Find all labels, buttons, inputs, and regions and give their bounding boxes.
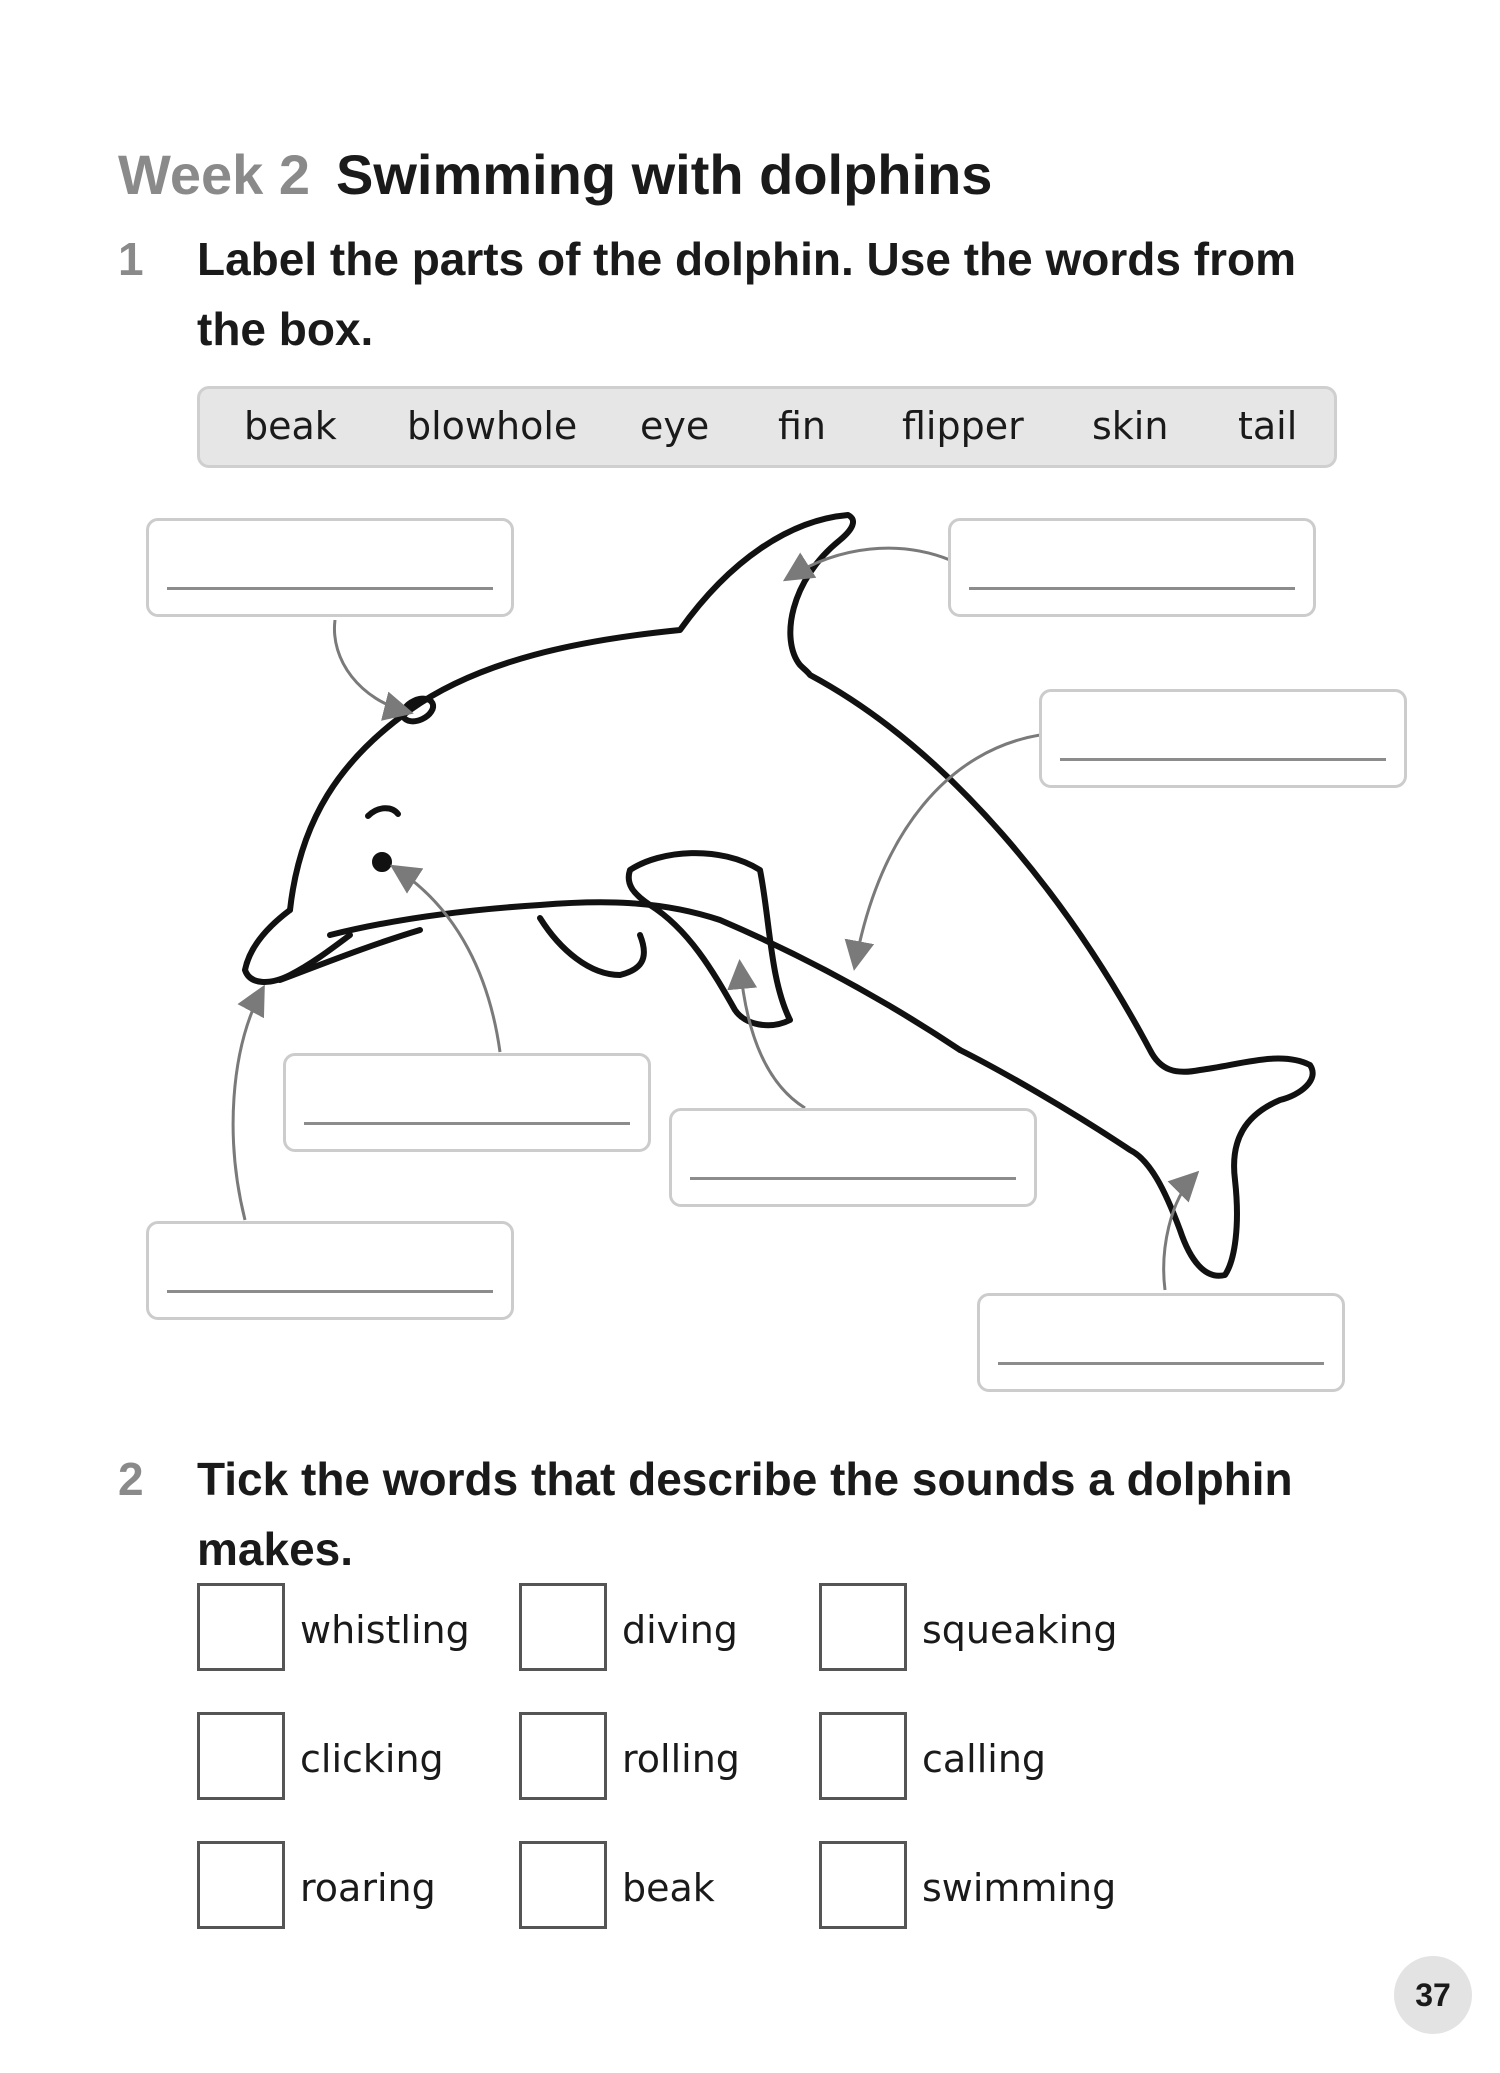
tick-box-rolling[interactable] [519, 1712, 607, 1800]
tick-box-roaring[interactable] [197, 1841, 285, 1929]
question-2-number: 2 [118, 1453, 144, 1505]
option-label: whistling [300, 1608, 470, 1652]
word-bank-item: eye [640, 404, 710, 448]
label-answer-box-flipper[interactable] [669, 1108, 1037, 1207]
pointer-arrow [395, 868, 500, 1052]
page-title: Swimming with dolphins [336, 143, 993, 206]
question-1-number: 1 [118, 233, 144, 285]
word-bank-item: flipper [902, 404, 1024, 448]
tick-box-clicking[interactable] [197, 1712, 285, 1800]
tick-box-diving[interactable] [519, 1583, 607, 1671]
pointer-arrow [334, 620, 408, 712]
question-1-text: Label the parts of the dolphin. Use the words from the box. [197, 233, 1296, 355]
label-answer-box-skin[interactable] [1039, 689, 1407, 788]
option-label: squeaking [922, 1608, 1118, 1652]
word-bank-item: tail [1238, 404, 1298, 448]
option-label: rolling [622, 1737, 740, 1781]
pointer-arrow [740, 965, 805, 1108]
week-label: Week 2 [118, 143, 310, 206]
option-label: clicking [300, 1737, 444, 1781]
label-answer-box-beak[interactable] [146, 1221, 514, 1320]
page-number: 37 [1394, 1956, 1472, 2034]
pointer-arrow [233, 990, 262, 1220]
word-bank-item: blowhole [407, 404, 578, 448]
word-bank-item: skin [1092, 404, 1169, 448]
tick-box-calling[interactable] [819, 1712, 907, 1800]
word-bank-item: beak [244, 404, 337, 448]
question-2-text: Tick the words that describe the sounds a dolphin makes. [197, 1453, 1293, 1575]
tick-box-beak[interactable] [519, 1841, 607, 1929]
label-answer-box-blowhole[interactable] [146, 518, 514, 617]
option-label: calling [922, 1737, 1047, 1781]
option-label: roaring [300, 1866, 436, 1910]
option-label: diving [622, 1608, 738, 1652]
label-answer-box-fin[interactable] [948, 518, 1316, 617]
option-label: beak [622, 1866, 715, 1910]
label-answer-box-tail[interactable] [977, 1293, 1345, 1392]
tick-box-swimming[interactable] [819, 1841, 907, 1929]
label-answer-box-eye[interactable] [283, 1053, 651, 1152]
tick-box-squeaking[interactable] [819, 1583, 907, 1671]
option-label: swimming [922, 1866, 1117, 1910]
tick-box-whistling[interactable] [197, 1583, 285, 1671]
word-bank-item: fin [778, 404, 827, 448]
